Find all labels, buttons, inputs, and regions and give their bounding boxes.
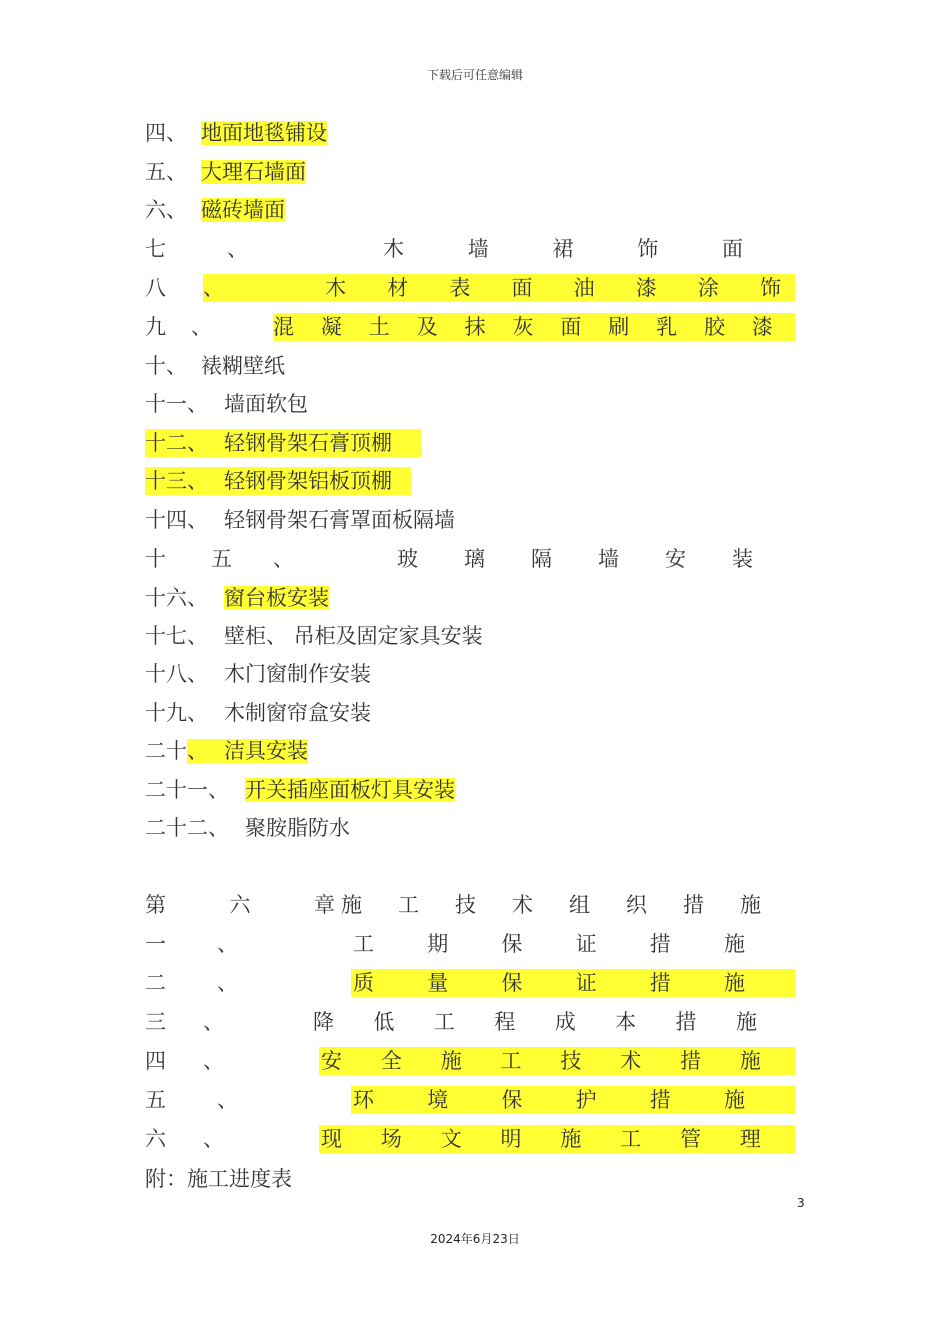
toc-separator: 、 — [227, 237, 248, 261]
toc-number: 十一、 — [145, 392, 208, 416]
toc-line-4 — [145, 119, 327, 147]
footer-date: 2024年6月23日 — [430, 1232, 520, 1246]
toc-title: 现 场 文 明 施 工 管 理 — [319, 1125, 795, 1153]
toc-number: 一 — [145, 932, 166, 956]
toc-title: 窗台板安装 — [224, 586, 329, 610]
toc-line-6 — [145, 196, 285, 224]
toc-title: 木门窗制作安装 — [224, 662, 371, 686]
toc-separator: 、 — [203, 1010, 224, 1034]
toc-line-13 — [145, 467, 411, 495]
toc-line-16 — [145, 584, 329, 612]
toc-separator: 、 — [217, 971, 238, 995]
chapter-item-1 — [145, 930, 745, 958]
toc-line-21 — [145, 776, 455, 804]
toc-line-12 — [145, 429, 421, 457]
toc-separator: 、 — [203, 1127, 224, 1151]
toc-number: 十七、 — [145, 624, 208, 648]
page-number: 3 — [797, 1196, 805, 1210]
toc-separator: 、 — [217, 932, 238, 956]
toc-number: 三 — [145, 1010, 166, 1034]
toc-title: 、 洁具安装 — [187, 739, 308, 763]
toc-number: 二十 — [145, 739, 187, 763]
toc-line-17 — [145, 622, 483, 650]
toc-title: 墙面软包 — [224, 392, 308, 416]
toc-number: 十、 — [145, 354, 187, 378]
page-header: 下载后可任意编辑 — [426, 68, 523, 82]
toc-line-18 — [145, 660, 371, 688]
toc-separator: 、 — [273, 547, 294, 571]
chapter-item-4 — [145, 1047, 795, 1075]
toc-title: 聚胺脂防水 — [245, 816, 350, 840]
toc-line-7 — [145, 235, 745, 263]
toc-number: 七 — [145, 237, 166, 261]
toc-title: 轻钢骨架石膏罩面板隔墙 — [224, 508, 455, 532]
toc-separator: 、 — [217, 1088, 238, 1112]
toc-line-10 — [145, 352, 285, 380]
toc-title: 木 墙 裙 饰 面 — [383, 237, 743, 261]
toc-title: 玻 璃 隔 墙 安 装 — [397, 547, 753, 571]
toc-title: 安 全 施 工 技 术 措 施 — [319, 1047, 795, 1075]
toc-title: 降 低 工 程 成 本 措 施 — [313, 1010, 757, 1034]
toc-line-20 — [145, 737, 308, 765]
toc-number: 十九、 — [145, 701, 208, 725]
toc-title: 磁砖墙面 — [201, 198, 285, 222]
toc-title: 壁柜、 吊柜及固定家具安装 — [224, 624, 483, 648]
toc-number: 八 — [145, 276, 166, 300]
toc-title: 质 量 保 证 措 施 — [351, 969, 795, 997]
toc-number: 十四、 — [145, 508, 208, 532]
toc-title: 地面地毯铺设 — [201, 121, 327, 145]
toc-separator: 、 — [203, 1049, 224, 1073]
toc-title: 大理石墙面 — [201, 160, 306, 184]
toc-title: 木制窗帘盒安装 — [224, 701, 371, 725]
toc-number: 十八、 — [145, 662, 208, 686]
toc-number: 四、 — [145, 121, 187, 145]
toc-line-22 — [145, 814, 350, 842]
chapter-heading: 第 六 章 施 工 技 术 组 织 措 施 — [145, 893, 761, 917]
toc-title: 轻钢骨架铝板顶棚 — [224, 469, 392, 493]
toc-line-9 — [145, 313, 795, 341]
toc-number: 四 — [145, 1049, 166, 1073]
toc-line-8 — [145, 274, 795, 302]
toc-number: 九 — [145, 315, 166, 339]
chapter-item-3 — [145, 1008, 757, 1036]
toc-line-11 — [145, 390, 308, 418]
toc-number: 六 — [145, 1127, 166, 1151]
toc-line-19 — [145, 699, 371, 727]
toc-separator: 、 — [191, 315, 212, 339]
toc-number-2: 五 — [211, 547, 232, 571]
toc-number: 五、 — [145, 160, 187, 184]
toc-number: 十 — [145, 547, 166, 571]
appendix-line: 附：施工进度表 — [145, 1167, 292, 1191]
toc-line-15 — [145, 545, 755, 573]
chapter-item-6 — [145, 1125, 795, 1153]
toc-title: 轻钢骨架石膏顶棚 — [224, 431, 392, 455]
toc-title: 、 木 材 表 面 油 漆 涂 饰 — [203, 274, 795, 302]
toc-number: 二十一、 — [145, 778, 229, 802]
toc-number: 二 — [145, 971, 166, 995]
chapter-item-5 — [145, 1086, 795, 1114]
toc-number: 二十二、 — [145, 816, 229, 840]
toc-title: 裱糊壁纸 — [201, 354, 285, 378]
toc-line-5 — [145, 158, 306, 186]
toc-number: 十三、 — [145, 469, 208, 493]
toc-title: 开关插座面板灯具安装 — [245, 778, 455, 802]
toc-title: 混 凝 土 及 抹 灰 面 刷 乳 胶 漆 — [273, 313, 795, 341]
toc-line-14 — [145, 506, 455, 534]
toc-number: 十二、 — [145, 431, 208, 455]
toc-number: 六、 — [145, 198, 187, 222]
toc-number: 十六、 — [145, 586, 208, 610]
toc-title: 工 期 保 证 措 施 — [353, 932, 745, 956]
toc-title: 环 境 保 护 措 施 — [351, 1086, 795, 1114]
toc-number: 五 — [145, 1088, 166, 1112]
chapter-item-2 — [145, 969, 795, 997]
